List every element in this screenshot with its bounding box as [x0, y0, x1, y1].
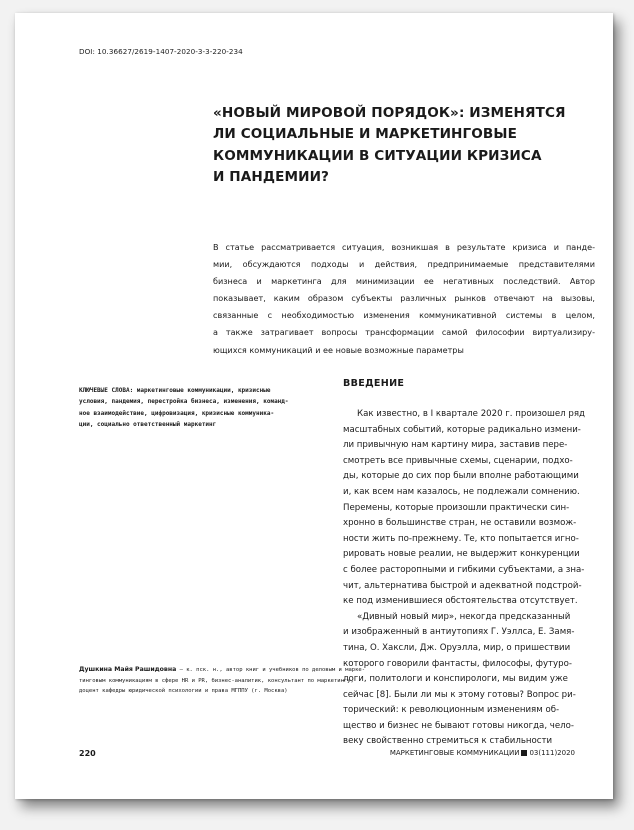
- abstract-line: показывает, каким образом субъекты различных рынков отвечают на вызовы,: [213, 293, 595, 304]
- section-heading: ВВЕДЕНИЕ: [343, 378, 405, 389]
- body-line: смотреть все привычные схемы, сценарии, подхо-: [343, 455, 573, 466]
- keywords-line: условия, пандемия, перестройка бизнеса, изменения, команд-: [79, 398, 289, 406]
- author-line: доцент кафедры юридической психологии и права МГППУ (г. Москва): [79, 688, 288, 694]
- journal-footer: [390, 749, 575, 757]
- title-line: И ПАНДЕМИИ?: [213, 168, 330, 185]
- body-line: хронно в большинстве стран, не оставили возмож-: [343, 518, 577, 529]
- keywords-line: КЛЮЧЕВЫЕ СЛОВА: маркетинговые коммуникации, кризисные: [79, 387, 271, 394]
- abstract-line: бизнеса и маркетинга для минимизации ее негативных последствий. Автор: [213, 276, 595, 287]
- doi-line: DOI: 10.36627/2619-1407-2020-3-3-220-234: [79, 47, 243, 56]
- author-name: Душкина Майя Рашидовна: [79, 666, 177, 673]
- keywords-block: [79, 385, 329, 431]
- title-line: «НОВЫЙ МИРОВОЙ ПОРЯДОК»: ИЗМЕНЯТСЯ: [213, 105, 566, 121]
- abstract-line: а также затрагивает вопросы трансформации самой философии виртуализиру-: [213, 327, 595, 338]
- body-line: и изображенный в антиутопиях Г. Уэллса, Е. Замя-: [343, 627, 575, 638]
- author-degree: — к. пск. н., автор книг и учебников по деловым и марке-: [176, 667, 366, 673]
- title-line: КОММУНИКАЦИИ В СИТУАЦИИ КРИЗИСА: [213, 147, 542, 164]
- body-line: ности жить по-прежнему. Те, кто попытается игно-: [343, 533, 579, 544]
- abstract-line: В статье рассматривается ситуация, возникшая в результате кризиса и панде-: [213, 242, 595, 252]
- keywords-line: ное взаимодействие, цифровизация, кризисные коммуника-: [79, 409, 275, 417]
- keywords-line: ции, социально ответственный маркетинг: [79, 421, 217, 429]
- abstract-line: ющихся коммуникаций и ее новые возможные параметры: [213, 344, 464, 355]
- body-line: с более расторопными и гибкими субъектами, а зна-: [343, 564, 585, 575]
- body-line: ды, которые до сих пор были вполне работающими: [343, 471, 579, 482]
- author-info: [79, 665, 366, 697]
- body-line: тина, О. Хаксли, Дж. Оруэлла, мир, о пришествии: [343, 642, 571, 653]
- body-line: Перемены, которые произошли практически син-: [343, 502, 570, 513]
- author-line: [79, 665, 366, 676]
- document-page: [15, 13, 613, 799]
- body-line: масштабных событий, которые радикально измени-: [343, 424, 581, 435]
- abstract-line: мии, обсуждаются подходы и действия, предпринимаемые представителями: [213, 259, 595, 270]
- body-line: чит, альтернатива быстрой и адекватной подстрой-: [343, 580, 582, 591]
- body-line: сейчас [8]. Были ли мы к этому готовы? Вопрос ри-: [343, 689, 576, 700]
- body-line: ке под изменившиеся обстоятельства отсутствует.: [343, 596, 578, 607]
- body-line: рировать новые реалии, не выдержит конкуренции: [343, 549, 580, 560]
- abstract: [213, 239, 595, 359]
- square-separator-icon: [521, 750, 527, 756]
- body-text: [343, 407, 587, 750]
- body-line: ли привычную нам картину мира, заставив пере-: [343, 440, 568, 451]
- body-line: Как известно, в I квартале 2020 г. произошел ряд: [357, 409, 585, 419]
- body-line: логи, политологи и конспирологи, мы видим уже: [343, 674, 568, 685]
- page-number: 220: [79, 749, 96, 758]
- title-line: ЛИ СОЦИАЛЬНЫЕ И МАРКЕТИНГОВЫЕ: [213, 126, 517, 143]
- article-title: [213, 103, 573, 188]
- body-line: которого говорили фантасты, философы, футуро-: [343, 658, 572, 669]
- abstract-line: связанные с необходимостью изменения коммуникативной системы в целом,: [213, 310, 595, 321]
- body-line: торический: к революционным изменениям об-: [343, 705, 560, 716]
- body-line: щество и бизнес не бывают готовы никогда, чело-: [343, 720, 574, 731]
- journal-issue: 03(111)2020: [529, 749, 575, 757]
- body-line: «Дивный новый мир», некогда предсказанный: [357, 611, 571, 622]
- body-line: веку свойственно стремиться к стабильности: [343, 736, 553, 747]
- body-line: и, как всем нам казалось, не подлежали сомнению.: [343, 486, 580, 497]
- journal-name: МАРКЕТИНГОВЫЕ КОММУНИКАЦИИ: [389, 749, 520, 757]
- author-line: тинговым коммуникациям в сфере HR и PR, бизнес-аналитик, консультант по маркетингу,: [79, 677, 354, 684]
